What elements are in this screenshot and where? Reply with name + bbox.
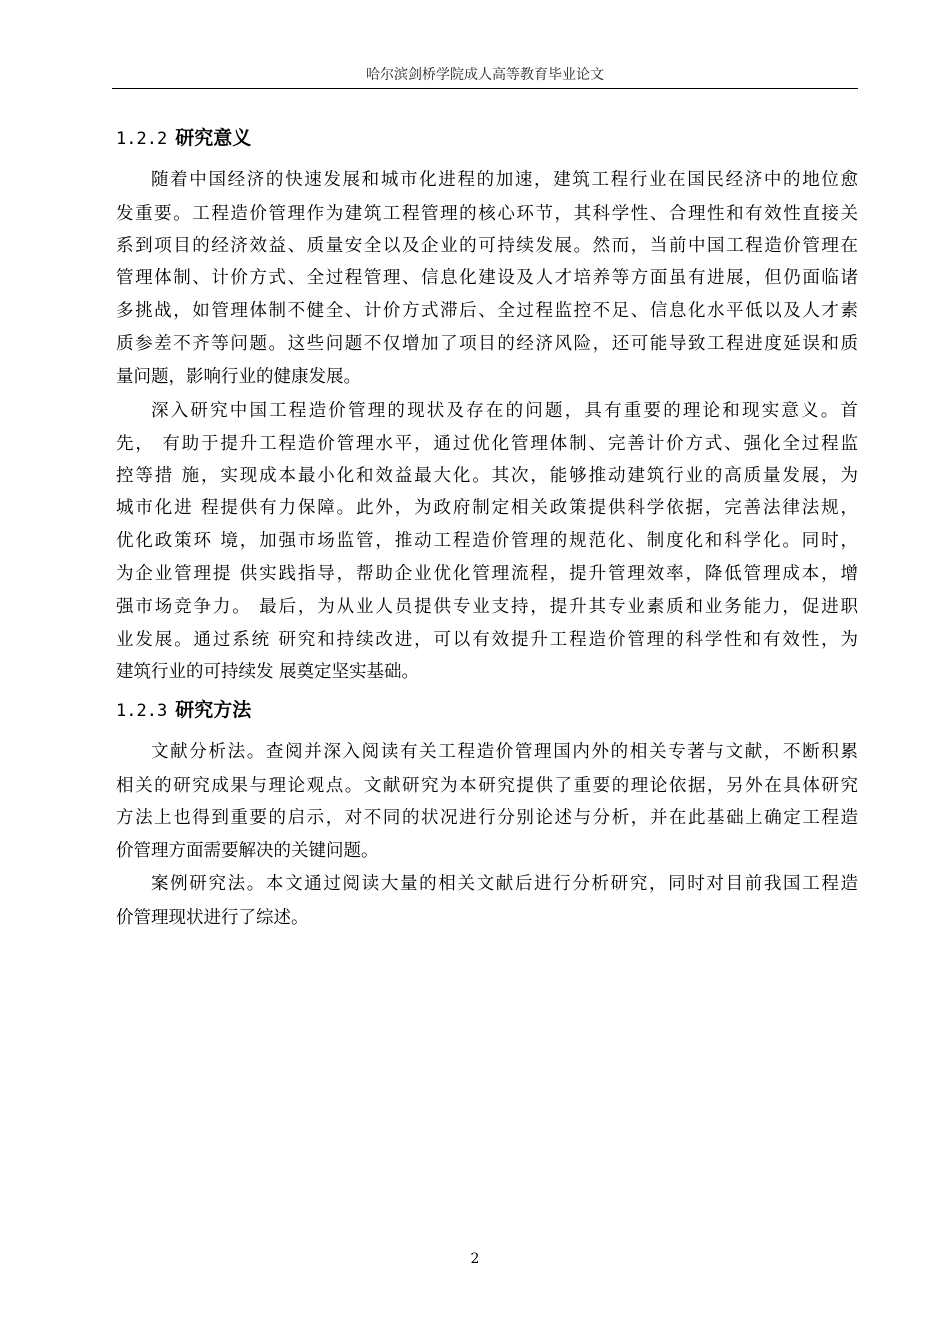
paragraph-line: 相关的研究成果与理论观点。文献研究为本研究提供了重要的理论依据，另外在具体研究 [116,776,858,796]
paragraph-line: 管理体制、计价方式、全过程管理、信息化建设及人才培养等方面虽有进展，但仍面临诸 [116,268,858,288]
paragraph-line: 随着中国经济的快速发展和城市化进程的加速，建筑工程行业在国民经济中的地位愈 [151,170,858,190]
section-title: 研究意义 [175,127,252,149]
section-heading-1-2-2 [116,125,251,152]
section-number: 1.2.2 [116,129,168,149]
paragraph-line: 发重要。工程造价管理作为建筑工程管理的核心环节，其科学性、合理性和有效性直接关 [116,204,858,224]
paragraph-line: 价管理方面需要解决的关键问题。 [116,841,379,861]
paragraph-line: 为企业管理提 供实践指导，帮助企业优化管理流程，提升管理效率，降低管理成本，增 [116,564,858,584]
paragraph-line: 优化政策环 境，加强市场监管，推动工程造价管理的规范化、制度化和科学化。同时， [116,531,858,551]
page-number: 2 [470,1251,480,1267]
paragraph-line: 先， 有助于提升工程造价管理水平，通过优化管理体制、完善计价方式、强化全过程监 [116,434,858,454]
paragraph-line: 质参差不齐等问题。这些问题不仅增加了项目的经济风险，还可能导致工程进度延误和质 [116,334,858,354]
paragraph-line: 方法上也得到重要的启示，对不同的状况进行分别论述与分析，并在此基础上确定工程造 [116,808,858,828]
paragraph-line: 文献分析法。查阅并深入阅读有关工程造价管理国内外的相关专著与文献，不断积累 [151,742,858,762]
paragraph-line: 强市场竞争力。 最后，为从业人员提供专业支持，提升其专业素质和业务能力，促进职 [116,597,858,617]
paragraph-line: 控等措 施，实现成本最小化和效益最大化。其次，能够推动建筑行业的高质量发展，为 [116,466,858,486]
paragraph-line: 系到项目的经济效益、质量安全以及企业的可持续发展。然而，当前中国工程造价管理在 [116,236,858,256]
paragraph-line: 案例研究法。本文通过阅读大量的相关文献后进行分析研究，同时对目前我国工程造 [151,874,858,894]
paragraph-line: 建筑行业的可持续发 展奠定坚实基础。 [116,662,420,682]
section-heading-1-2-3 [116,697,251,724]
paragraph-line: 城市化进 程提供有力保障。此外，为政府制定相关政策提供科学依据，完善法律法规， [116,498,858,518]
paragraph-line: 量问题，影响行业的健康发展。 [116,367,361,387]
paragraph-line: 业发展。通过系统 研究和持续改进，可以有效提升工程造价管理的科学性和有效性，为 [116,630,858,650]
paragraph-line: 深入研究中国工程造价管理的现状及存在的问题，具有重要的理论和现实意义。首 [151,401,858,421]
section-number: 1.2.3 [116,701,168,721]
header-rule [112,88,858,89]
section-title: 研究方法 [175,699,252,721]
paragraph-line: 多挑战，如管理体制不健全、计价方式滞后、全过程监控不足、信息化水平低以及人才素 [116,301,858,321]
paragraph-line: 价管理现状进行了综述。 [116,908,309,928]
running-header: 哈尔滨剑桥学院成人高等教育毕业论文 [366,67,604,83]
